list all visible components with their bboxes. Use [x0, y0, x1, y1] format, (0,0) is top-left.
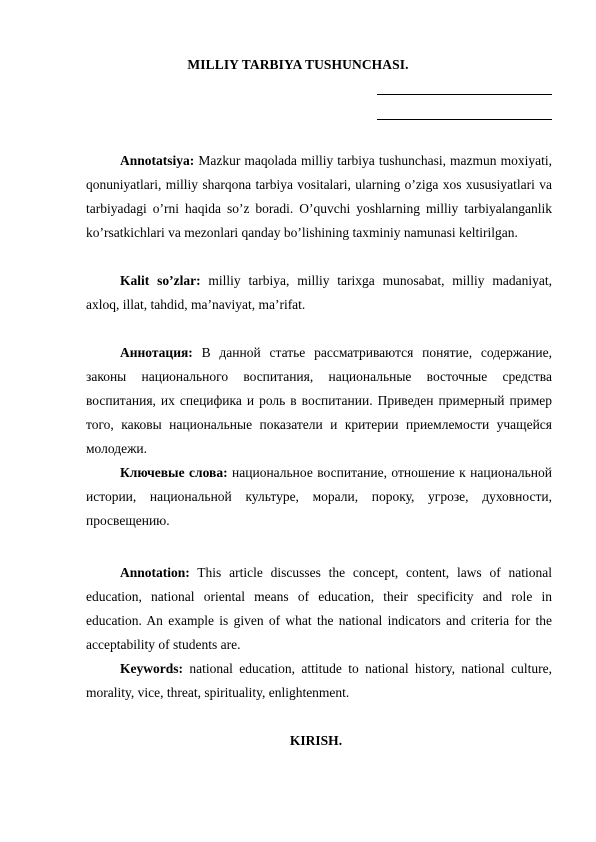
english-annotation-paragraph	[86, 561, 552, 657]
uzbek-annotation-paragraph	[86, 149, 552, 245]
uzbek-keywords-text: milliy tarbiya, milliy tarixga munosabat, milliy madaniyat, axloq, illat, tahdid, ma’naviyat, ma’rifat.	[86, 273, 552, 312]
russian-annotation-text: В данной статье рассматриваются понятие, содержание, законы национального воспитания, национальные восточные средства воспитания, их специфика и роль в воспитании. Приведен примерный пример того, каковы национальные показатели и критерии приемлемости учащейся молодежи.	[86, 345, 552, 456]
russian-keywords-text: национальное воспитание, отношение к национальной истории, национальной культуре, морали, пороку, угрозе, духовности, просвещению.	[86, 465, 553, 528]
article-title: MILLIY TARBIYA TUSHUNCHASI.	[187, 57, 409, 72]
uzbek-annotation-text: Mazkur maqolada milliy tarbiya tushunchasi, mazmun moxiyati, qonuniyatlari, milliy sharqona tarbiya vositalari, ularning o’ziga xos xususiyatlari va tarbiyadagi o’rni haqida so’z boradi. O’quvchi yoshlarning milliy tarbiyalanganlik ko’rsatkichlari va mezonlari qanday bo’lishining taxminiy namunasi keltirilgan.	[86, 153, 552, 240]
english-annotation-text: This article discusses the concept, content, laws of national education, national oriental means of education, their specificity and role in education. An example is given of what the national indicators and criteria for the acceptability of students are.	[86, 565, 552, 652]
introduction-heading: KIRISH.	[289, 733, 343, 748]
english-annotation-label: Annotation:	[120, 565, 190, 580]
russian-keywords-label: Ключевые слова:	[120, 465, 228, 480]
russian-annotation-label: Аннотация:	[120, 345, 193, 360]
author-affiliation-blank-line	[377, 119, 552, 120]
uzbek-annotation-label: Annotatsiya:	[120, 153, 195, 168]
english-keywords-label: Keywords:	[120, 661, 183, 676]
uzbek-keywords-paragraph	[86, 269, 552, 317]
russian-annotation-paragraph	[86, 341, 552, 461]
russian-keywords-paragraph	[86, 461, 552, 533]
uzbek-keywords-label: Kalit so’zlar:	[120, 273, 201, 288]
author-name-blank-line	[377, 94, 552, 95]
english-keywords-text: national education, attitude to national history, national culture, morality, vice, threat, spirituality, enlightenment.	[86, 661, 552, 700]
english-keywords-paragraph	[86, 657, 552, 705]
